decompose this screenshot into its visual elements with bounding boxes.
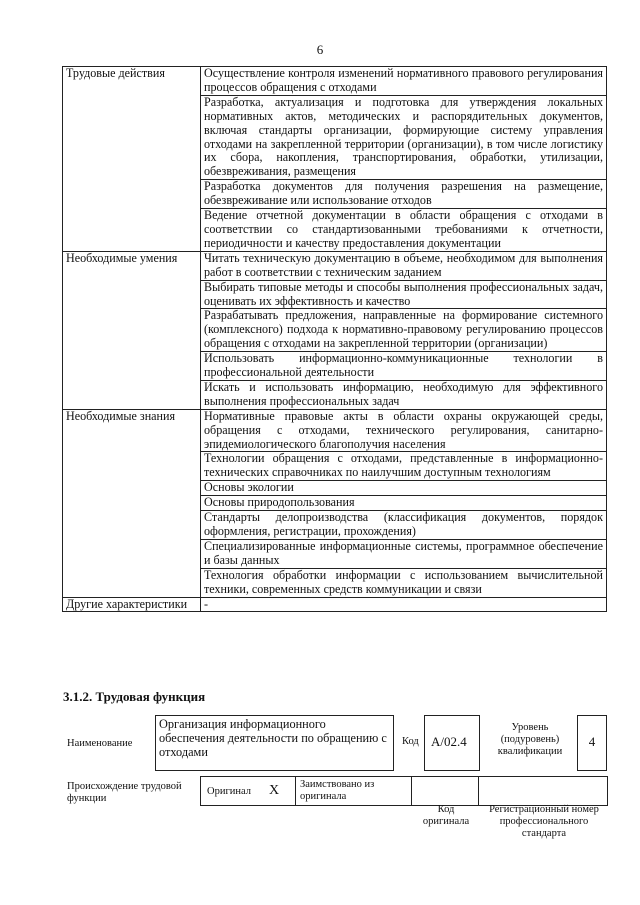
page-number: 6 (316, 42, 324, 57)
name-label: Наименование (67, 738, 133, 749)
original-code-cell (411, 776, 479, 806)
code-label: Код (402, 736, 419, 747)
qualification-level: 4 (577, 715, 607, 771)
level-label: Уровень (подуровень) квалификации (497, 722, 563, 757)
row-item: Технология обработки информации с использованием вычислительной техники, современных средств коммуникации и связи (201, 568, 607, 597)
row-item: Искать и использовать информацию, необходимую для эффективного выполнения профессиональных задач (201, 380, 607, 409)
original-mark: X (269, 783, 280, 798)
row-item: Разрабатывать предложения, направленные на формирование системного (комплексного) подхода к нормативно-правовому регулированию процессов обращения с отходами на закрепленной территории (организации) (201, 309, 607, 352)
table-row (63, 409, 607, 452)
borrowed-label: Заимствовано из оригинала (295, 776, 412, 806)
row-item: Читать техническую документацию в объеме, необходимом для выполнения работ в соответствии с техническим заданием (201, 251, 607, 280)
row-item: Специализированные информационные системы, программное обеспечение и базы данных (201, 539, 607, 568)
row-label: Другие характеристики (63, 597, 201, 612)
row-item: Стандарты делопроизводства (классификация документов, порядок оформления, регистрации, прохождения) (201, 511, 607, 540)
original-cell (200, 776, 296, 806)
row-label: Необходимые знания (63, 409, 201, 597)
registration-number-cell (478, 776, 608, 806)
origin-label: Происхождение трудовой функции (67, 781, 182, 804)
row-item: Использовать информационно-коммуникационные технологии в профессиональной деятельности (201, 352, 607, 381)
row-label: Трудовые действия (63, 67, 201, 252)
competency-table (62, 66, 607, 612)
row-item: - (201, 597, 607, 612)
row-item: Нормативные правовые акты в области охраны окружающей среды, обращения с отходами, технического регулирования, санитарно-эпидемиологического благополучия населения (201, 409, 607, 452)
table-row (63, 67, 607, 96)
table-row (63, 251, 607, 280)
row-item: Разработка документов для получения разрешения на размещение, обезвреживание или использование отходов (201, 180, 607, 209)
original-label: Оригинал (207, 786, 251, 797)
row-item: Технологии обращения с отходами, представленные в информационно-технических справочниках по наилучшим доступным технологиям (201, 452, 607, 481)
section-title: 3.1.2. Трудовая функция (63, 689, 206, 704)
row-item: Основы экологии (201, 481, 607, 496)
function-code: A/02.4 (424, 715, 480, 771)
row-item: Осуществление контроля изменений нормативного правового регулирования процессов обращения с отходами (201, 67, 607, 96)
row-item: Основы природопользования (201, 496, 607, 511)
table-row (63, 597, 607, 612)
row-label: Необходимые умения (63, 251, 201, 409)
row-item: Выбирать типовые методы и способы выполнения профессиональных задач, оценивать их эффективность и качество (201, 280, 607, 309)
row-item: Ведение отчетной документации в области обращения с отходами в соответствии со стандартизованными требованиями к отчетности, периодичности и качеству предоставления документации (201, 209, 607, 252)
code-caption: Код оригинала (422, 804, 470, 827)
row-item: Разработка, актуализация и подготовка для утверждения локальных нормативных актов, методических и распорядительных документов, включая стандарты организации, формирующие систему управления отходами на закрепленной территории (организации), в том числе логистику их сбора, накопления, транспортирования, обработки, утилизации, обезвреживания, размещения (201, 95, 607, 179)
registration-caption: Регистрационный номер профессионального стандарта (489, 804, 599, 839)
function-name: Организация информационного обеспечения деятельности по обращению с отходами (155, 715, 394, 771)
